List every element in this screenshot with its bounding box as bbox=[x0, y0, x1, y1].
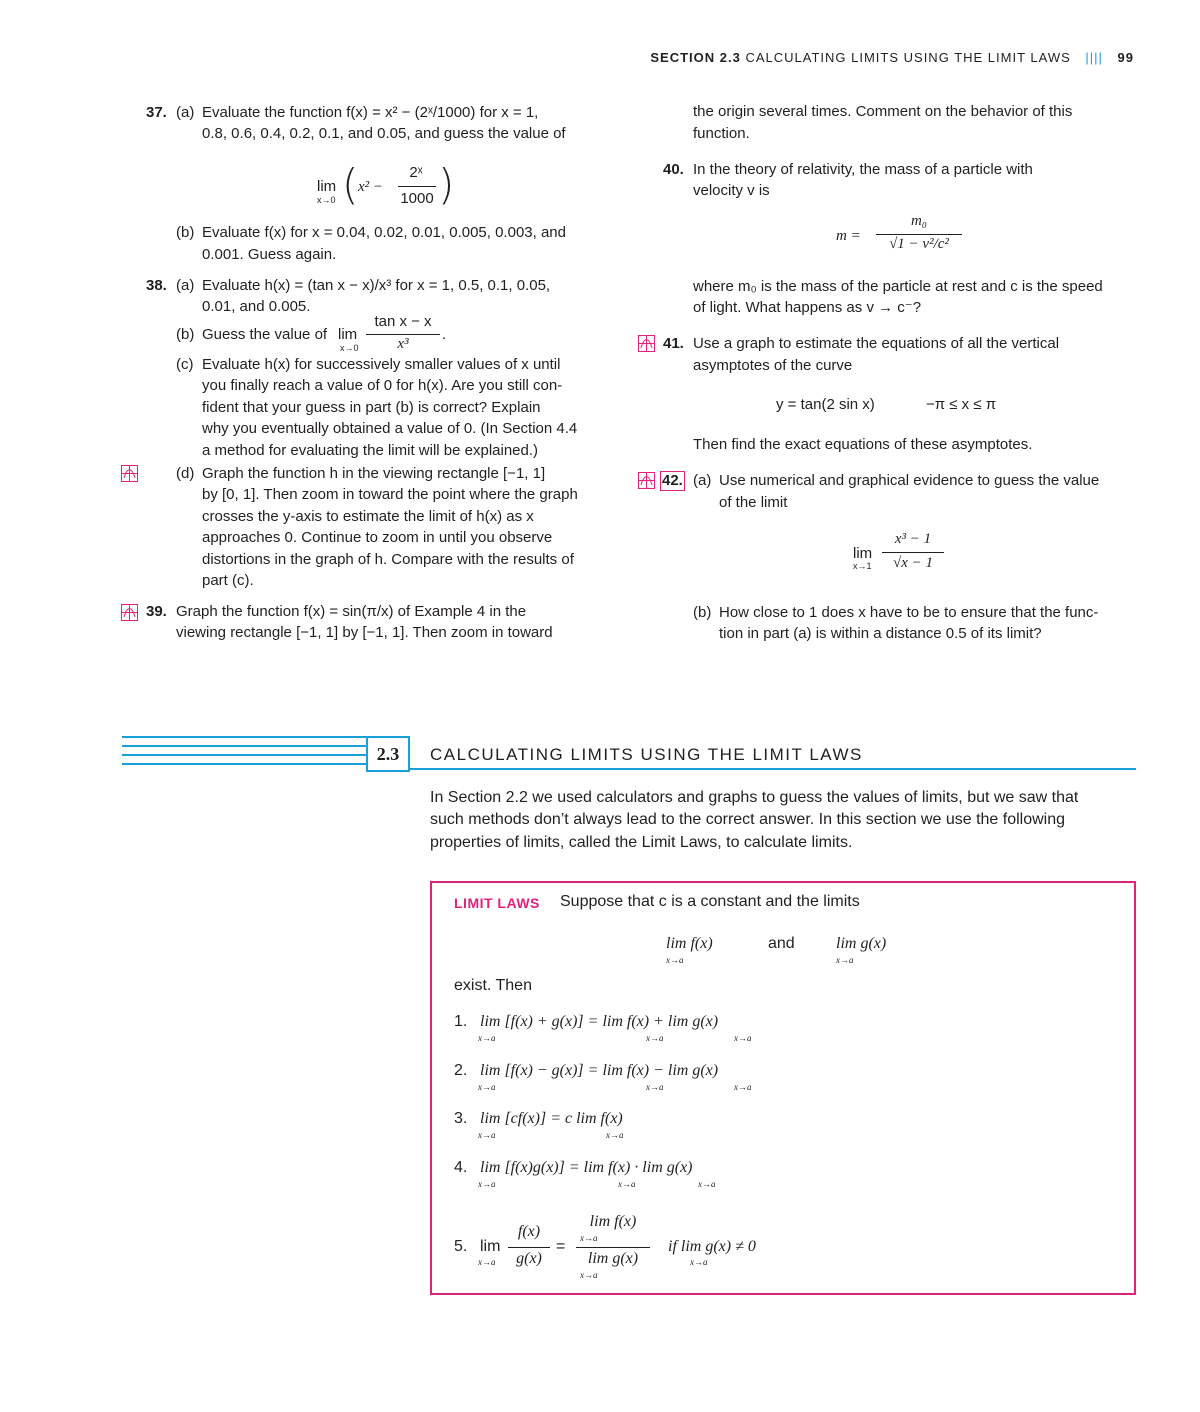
text-line: of the limit bbox=[719, 494, 788, 511]
lim-operator: lim bbox=[853, 545, 873, 562]
page-number: 99 bbox=[1117, 50, 1134, 65]
text-line: part (c). bbox=[202, 572, 254, 589]
lim-operator: lim bbox=[338, 326, 358, 343]
law-5-condition: if lim g(x) ≠ 0 bbox=[668, 1238, 756, 1255]
equation: y = tan(2 sin x) bbox=[776, 396, 875, 413]
text-line: why you eventually obtained a value of 0. (In Section 4.4 bbox=[202, 420, 578, 437]
fraction-denominator: √1 − v²/c² bbox=[889, 236, 949, 252]
lim-subscript: x→a bbox=[690, 1257, 708, 1267]
lim-operator: lim bbox=[317, 178, 337, 195]
law-3: lim [cf(x)] = c lim f(x) bbox=[480, 1110, 623, 1127]
graphing-calculator-icon bbox=[121, 604, 138, 621]
part-label: (b) bbox=[693, 604, 712, 621]
fraction-bar bbox=[366, 334, 440, 335]
text-line: Evaluate f(x) for x = 0.04, 0.02, 0.01, 0.005, 0.003, and bbox=[202, 224, 566, 241]
text-line: tion in part (a) is within a distance 0.5 of its limit? bbox=[719, 625, 1042, 642]
fraction-bar bbox=[876, 234, 962, 235]
lim-subscript: x→a bbox=[478, 1179, 496, 1189]
lim-subscript: x→a bbox=[478, 1257, 496, 1267]
law-number: 5. bbox=[454, 1238, 468, 1255]
law-1: lim [f(x) + g(x)] = lim f(x) + lim g(x) bbox=[480, 1013, 719, 1030]
fraction-bar bbox=[508, 1247, 550, 1248]
graphing-calculator-icon bbox=[638, 472, 655, 489]
law-number: 4. bbox=[454, 1159, 468, 1176]
and-word: and bbox=[768, 935, 795, 952]
lim-subscript: x→a bbox=[618, 1179, 636, 1189]
text-line: In the theory of relativity, the mass of a particle with bbox=[693, 161, 1033, 178]
text-line: 0.001. Guess again. bbox=[202, 246, 337, 263]
lim-subscript: x→a bbox=[580, 1233, 598, 1243]
fraction-bar bbox=[882, 552, 944, 553]
law-4: lim [f(x)g(x)] = lim f(x) · lim g(x) bbox=[480, 1159, 693, 1176]
text-line: such methods don’t always lead to the correct answer. In this section we use the following bbox=[430, 811, 1066, 828]
part-label: (d) bbox=[176, 465, 195, 482]
text-line: 0.8, 0.6, 0.4, 0.2, 0.1, and 0.05, and guess the value of bbox=[202, 125, 566, 142]
text-line: a method for evaluating the limit will be explained.) bbox=[202, 442, 539, 459]
box-heading-text: Suppose that c is a constant and the limits bbox=[560, 893, 860, 910]
box-heading: LIMIT LAWS bbox=[454, 895, 540, 911]
running-header bbox=[650, 50, 1134, 65]
lim-subscript: x→a bbox=[606, 1130, 624, 1140]
fraction-denominator: x³ bbox=[397, 336, 409, 352]
graphing-calculator-icon bbox=[638, 335, 655, 352]
lim-subscript: x→a bbox=[734, 1033, 752, 1043]
text-line: by [0, 1]. Then zoom in toward the point where the graph bbox=[202, 486, 578, 503]
law-number: 2. bbox=[454, 1062, 468, 1079]
part-label: (a) bbox=[693, 472, 712, 489]
expression: x² − bbox=[358, 179, 384, 195]
lim-subscript: x→a bbox=[836, 955, 854, 965]
graphing-calculator-icon bbox=[121, 465, 138, 482]
text-line: you finally reach a value of 0 for h(x). Are you still con- bbox=[202, 377, 563, 394]
lim-subscript: x→1 bbox=[853, 561, 872, 571]
header-title: CALCULATING LIMITS USING THE LIMIT LAWS bbox=[745, 50, 1071, 65]
text-line: Graph the function f(x) = sin(π/x) of Example 4 in the bbox=[176, 603, 527, 620]
part-label: (b) bbox=[176, 224, 195, 241]
lim-subscript: x→a bbox=[698, 1179, 716, 1189]
text-line: 0.01, and 0.005. bbox=[202, 298, 311, 315]
text-line: function. bbox=[693, 125, 750, 142]
text-line: asymptotes of the curve bbox=[693, 357, 853, 374]
lim-subscript: x→a bbox=[478, 1082, 496, 1092]
fraction-numerator: x³ − 1 bbox=[894, 531, 932, 547]
lim-operator: lim bbox=[480, 1238, 501, 1255]
lim-subscript: x→a bbox=[666, 955, 684, 965]
fraction-numerator: 2ˣ bbox=[409, 164, 423, 181]
equals-sign: = bbox=[556, 1238, 566, 1255]
text-line: Use a graph to estimate the equations of all the vertical bbox=[693, 335, 1060, 352]
exercise-number: 38. bbox=[146, 277, 167, 294]
exercise-number: 42. bbox=[662, 472, 683, 489]
fraction-bar bbox=[576, 1247, 650, 1248]
equation-domain: −π ≤ x ≤ π bbox=[926, 396, 997, 413]
header-divider: |||| bbox=[1085, 50, 1103, 65]
part-label: (b) bbox=[176, 326, 195, 343]
exercise-number: 40. bbox=[663, 161, 684, 178]
section-number-box bbox=[366, 736, 410, 772]
law-number: 1. bbox=[454, 1013, 468, 1030]
lim-subscript: x→a bbox=[580, 1270, 598, 1280]
exercise-number: 41. bbox=[663, 335, 684, 352]
text-line: Then find the exact equations of these asymptotes. bbox=[693, 436, 1033, 453]
exist-text: exist. Then bbox=[454, 977, 532, 994]
left-paren: ( bbox=[342, 160, 359, 209]
fraction-numerator: m₀ bbox=[910, 213, 928, 229]
text-line: Evaluate h(x) for successively smaller values of x until bbox=[202, 356, 561, 373]
text-line: Evaluate the function f(x) = x² − (2ˣ/1000) for x = 1, bbox=[202, 104, 539, 121]
text-line: properties of limits, called the Limit Laws, to calculate limits. bbox=[430, 834, 853, 851]
section-underline bbox=[410, 768, 1136, 770]
right-paren: ) bbox=[438, 160, 455, 209]
lim-subscript: x→a bbox=[646, 1082, 664, 1092]
text-line: of light. What happens as v → c⁻? bbox=[693, 299, 922, 316]
fraction-denominator: √x − 1 bbox=[892, 555, 933, 571]
fraction-numerator: f(x) bbox=[517, 1223, 541, 1240]
fraction-bar bbox=[398, 186, 436, 187]
part-label: (c) bbox=[176, 356, 194, 373]
text-line: In Section 2.2 we used calculators and graphs to guess the values of limits, but we saw that bbox=[430, 789, 1079, 806]
text-line: How close to 1 does x have to be to ensure that the func- bbox=[719, 604, 1099, 621]
text-line: approaches 0. Continue to zoom in until you observe bbox=[202, 529, 553, 546]
text-line: Guess the value of bbox=[202, 326, 328, 343]
section-number: 2.3 bbox=[376, 744, 400, 764]
text-line: the origin several times. Comment on the behavior of this bbox=[693, 103, 1073, 120]
lim-subscript: x→a bbox=[478, 1130, 496, 1140]
fraction-denominator: g(x) bbox=[516, 1250, 542, 1267]
fraction-denominator: lim g(x) bbox=[587, 1250, 639, 1267]
limit-g: lim g(x) bbox=[836, 935, 887, 952]
fraction-numerator: tan x − x bbox=[374, 313, 432, 330]
part-label: (a) bbox=[176, 277, 195, 294]
limit-laws-box bbox=[430, 881, 1136, 1295]
period: . bbox=[442, 326, 447, 343]
text-line: Use numerical and graphical evidence to guess the value bbox=[719, 472, 1100, 489]
text-line: distortions in the graph of h. Compare with the results of bbox=[202, 551, 574, 568]
text-line: velocity v is bbox=[693, 182, 770, 199]
fraction-denominator: 1000 bbox=[400, 190, 434, 207]
lim-subscript: x→0 bbox=[317, 195, 336, 205]
exercise-number: 37. bbox=[146, 104, 167, 121]
lim-subscript: x→a bbox=[734, 1082, 752, 1092]
law-number: 3. bbox=[454, 1110, 468, 1127]
equation-lhs: m = bbox=[836, 228, 861, 244]
lim-subscript: x→a bbox=[478, 1033, 496, 1043]
text-line: viewing rectangle [−1, 1] by [−1, 1]. Then zoom in toward bbox=[176, 624, 553, 641]
exercise-number: 39. bbox=[146, 603, 167, 620]
text-line: fident that your guess in part (b) is correct? Explain bbox=[202, 399, 541, 416]
header-section: SECTION 2.3 bbox=[650, 50, 741, 65]
law-2: lim [f(x) − g(x)] = lim f(x) − lim g(x) bbox=[480, 1062, 719, 1079]
text-line: where m₀ is the mass of the particle at rest and c is the speed bbox=[693, 278, 1103, 295]
part-label: (a) bbox=[176, 104, 195, 121]
lim-subscript: x→a bbox=[646, 1033, 664, 1043]
text-line: crosses the y-axis to estimate the limit of h(x) as x bbox=[202, 508, 534, 525]
fraction-numerator: lim f(x) bbox=[589, 1213, 637, 1230]
decorative-rules bbox=[122, 736, 366, 772]
lim-subscript: x→0 bbox=[340, 343, 359, 353]
text-line: Graph the function h in the viewing rectangle [−1, 1] bbox=[202, 465, 546, 482]
section-title: CALCULATING LIMITS USING THE LIMIT LAWS bbox=[430, 745, 863, 764]
text-line: Evaluate h(x) = (tan x − x)/x³ for x = 1, 0.5, 0.1, 0.05, bbox=[202, 277, 551, 294]
limit-f: lim f(x) bbox=[666, 935, 713, 952]
